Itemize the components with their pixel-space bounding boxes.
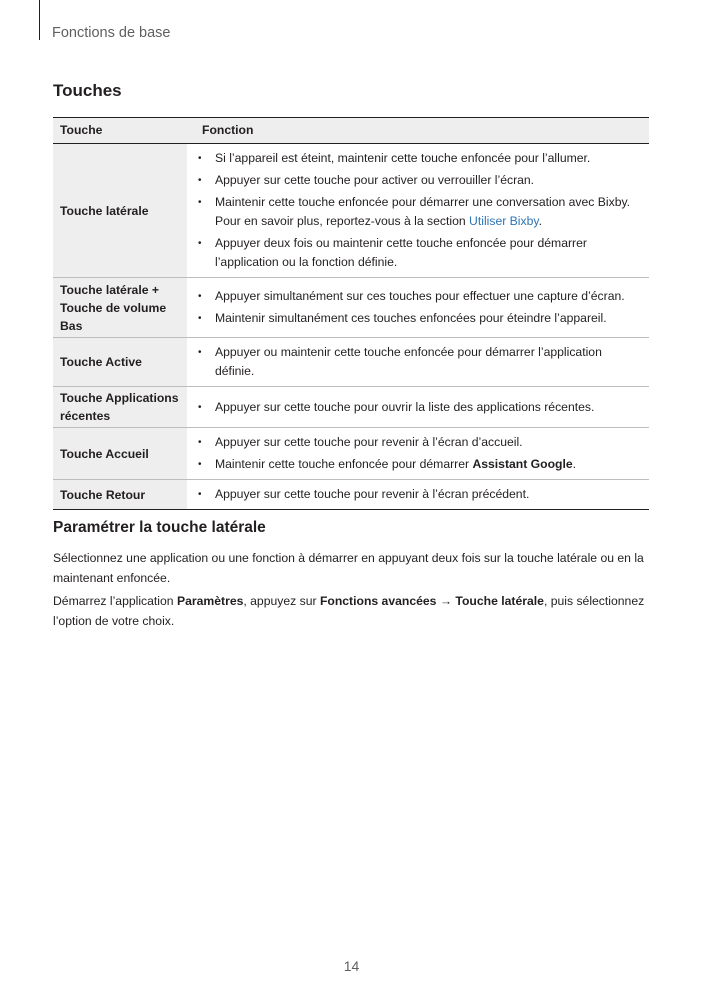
key-name: Touche latérale (53, 144, 187, 278)
function-item (194, 193, 642, 231)
paragraph-intro: Sélectionnez une application ou une fonction à démarrer en appuyant deux fois sur la touche latérale ou en la maintenant enfoncée. (53, 551, 644, 585)
table-row (53, 144, 649, 278)
function-item: • Maintenir simultanément ces touches enfoncées pour éteindre l’appareil. (194, 309, 642, 328)
function-cell (187, 428, 649, 480)
function-cell (187, 278, 649, 338)
column-header-key: Touche (53, 118, 187, 144)
table-row (53, 428, 649, 480)
table-row (53, 338, 649, 387)
arrow-icon: → (436, 594, 456, 608)
key-name: Touche Applications récentes (53, 387, 187, 428)
key-name: Touche Retour (53, 480, 187, 510)
margin-rule (39, 0, 40, 40)
key-name: Touche Accueil (53, 428, 187, 480)
function-cell (187, 387, 649, 428)
function-item: • Appuyer sur cette touche pour ouvrir la liste des applications récentes. (194, 398, 642, 417)
function-text: Maintenir cette touche enfoncée pour démarrer une conversation avec Bixby. Pour en savoir plus, reportez-vous à la section (215, 195, 631, 228)
function-item: • Appuyer deux fois ou maintenir cette touche enfoncée pour démarrer l’application ou la fonction définie. (194, 234, 642, 272)
assistant-google-label: Assistant Google (472, 457, 573, 471)
paragraph-instructions (53, 591, 649, 631)
table-header-row (53, 118, 649, 144)
parametres-label: Paramètres (176, 594, 244, 608)
running-header: Fonctions de base (52, 25, 171, 41)
function-text-end: . (572, 457, 577, 471)
keys-table (53, 117, 649, 510)
touche-laterale-label: Touche latérale (455, 594, 544, 608)
function-cell (187, 480, 649, 510)
function-item: • Appuyer sur cette touche pour activer ou verrouiller l’écran. (194, 171, 642, 190)
function-item (194, 455, 642, 474)
function-item: • Appuyer ou maintenir cette touche enfoncée pour démarrer l’application définie. (194, 343, 642, 381)
function-text-end: . (538, 214, 542, 228)
function-cell (187, 338, 649, 387)
function-item: • Appuyer simultanément sur ces touches pour effectuer une capture d’écran. (194, 287, 642, 306)
section-title: Touches (53, 81, 122, 100)
utiliser-bixby-link[interactable]: Utiliser Bixby (469, 214, 539, 228)
table-row (53, 278, 649, 338)
function-cell (187, 144, 649, 278)
function-text: Maintenir cette touche enfoncée pour démarrer (215, 457, 473, 471)
instruction-text: , appuyez sur (243, 594, 320, 608)
function-item: • Appuyer sur cette touche pour revenir à l’écran d’accueil. (194, 433, 642, 452)
function-item: • Appuyer sur cette touche pour revenir à l’écran précédent. (194, 485, 642, 504)
instruction-text: , puis sélectionnez l’option de votre choix. (53, 594, 645, 628)
key-name: Touche Active (53, 338, 187, 387)
subsection-title: Paramétrer la touche latérale (53, 519, 266, 536)
table-row (53, 387, 649, 428)
page-number: 14 (343, 958, 360, 974)
key-name: Touche latérale + Touche de volume Bas (53, 278, 187, 338)
column-header-function: Fonction (187, 118, 649, 144)
fonctions-avancees-label: Fonctions avancées (319, 594, 437, 608)
table-row (53, 480, 649, 510)
instruction-text: Démarrez l’application (53, 594, 177, 608)
function-item: • Si l’appareil est éteint, maintenir cette touche enfoncée pour l’allumer. (194, 149, 642, 168)
